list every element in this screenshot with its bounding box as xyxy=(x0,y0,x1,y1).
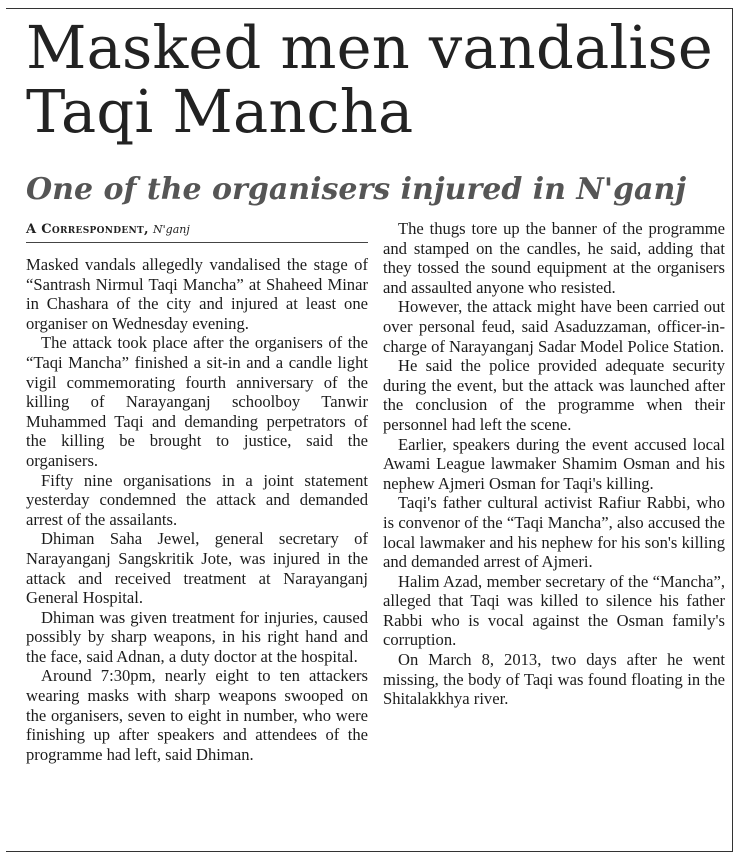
paragraph: The attack took place after the organisers of the “Taqi Mancha” finished a sit-in and a candle light vigil commemorating fourth anniversary of the killing of Narayanganj schoolboy Tanwir Muhammed Taqi and demanding perpetrators of the killing be brought to justice, said the organisers. xyxy=(26,333,368,470)
bottom-border-rule xyxy=(6,851,733,852)
headline xyxy=(26,13,714,146)
paragraph: The thugs tore up the banner of the programme and stamped on the candles, he said, adding that they tossed the sound equipment at the organisers and assaulted anyone who resisted. xyxy=(383,219,725,297)
paragraph: Masked vandals allegedly vandalised the stage of “Santrash Nirmul Taqi Mancha” at Shaheed Minar in Chashara of the city and injured at least one organiser on Wednesday evening. xyxy=(26,255,368,333)
paragraph: Around 7:30pm, nearly eight to ten attackers wearing masks with sharp weapons swooped on the organisers, seven to eight in number, who were finishing up after speakers and attendees of the programme had left, said Dhiman. xyxy=(26,666,368,764)
paragraph: However, the attack might have been carried out over personal feud, said Asaduzzaman, officer-in-charge of Narayanganj Sadar Model Police Station. xyxy=(383,297,725,356)
paragraph: Halim Azad, member secretary of the “Mancha”, alleged that Taqi was killed to silence his father Rabbi who is vocal against the Osman family's corruption. xyxy=(383,571,725,650)
paragraph: Earlier, speakers during the event accused local Awami League lawmaker Shamim Osman and his nephew Ajmeri Osman for Taqi's killing. xyxy=(383,434,725,493)
top-border-rule xyxy=(6,8,733,9)
paragraph: He said the police provided adequate security during the event, but the attack was launched after the conclusion of the programme when their personnel had left the scene. xyxy=(383,356,725,434)
headline-line-1: Masked men vandalise xyxy=(26,13,714,82)
paragraph: Dhiman was given treatment for injuries, caused possibly by sharp weapons, in his right hand and the face, said Adnan, a duty doctor at the hospital. xyxy=(26,607,368,666)
paragraph: Fifty nine organisations in a joint statement yesterday condemned the attack and demanded arrest of the assailants. xyxy=(26,470,368,529)
article-column-right xyxy=(383,219,725,709)
byline xyxy=(26,222,368,243)
headline-line-2: Taqi Mancha xyxy=(26,77,414,146)
paragraph: Dhiman Saha Jewel, general secretary of Narayanganj Sangskritik Jote, was injured in the attack and received treatment at Narayanganj General Hospital. xyxy=(26,529,368,608)
paragraph: Taqi's father cultural activist Rafiur Rabbi, who is convenor of the “Taqi Mancha”, also accused the local lawmaker and his nephew for his son's killing and demanded arrest of Ajmeri. xyxy=(383,493,725,572)
byline-place: N'ganj xyxy=(153,223,190,236)
paragraph: On March 8, 2013, two days after he went missing, the body of Taqi was found floating in the Shitalakkhya river. xyxy=(383,650,725,709)
byline-name: A Correspondent, xyxy=(26,222,149,237)
right-border-rule xyxy=(732,8,733,852)
subheadline: One of the organisers injured in N'ganj xyxy=(26,172,687,207)
article-column-left xyxy=(26,255,368,764)
